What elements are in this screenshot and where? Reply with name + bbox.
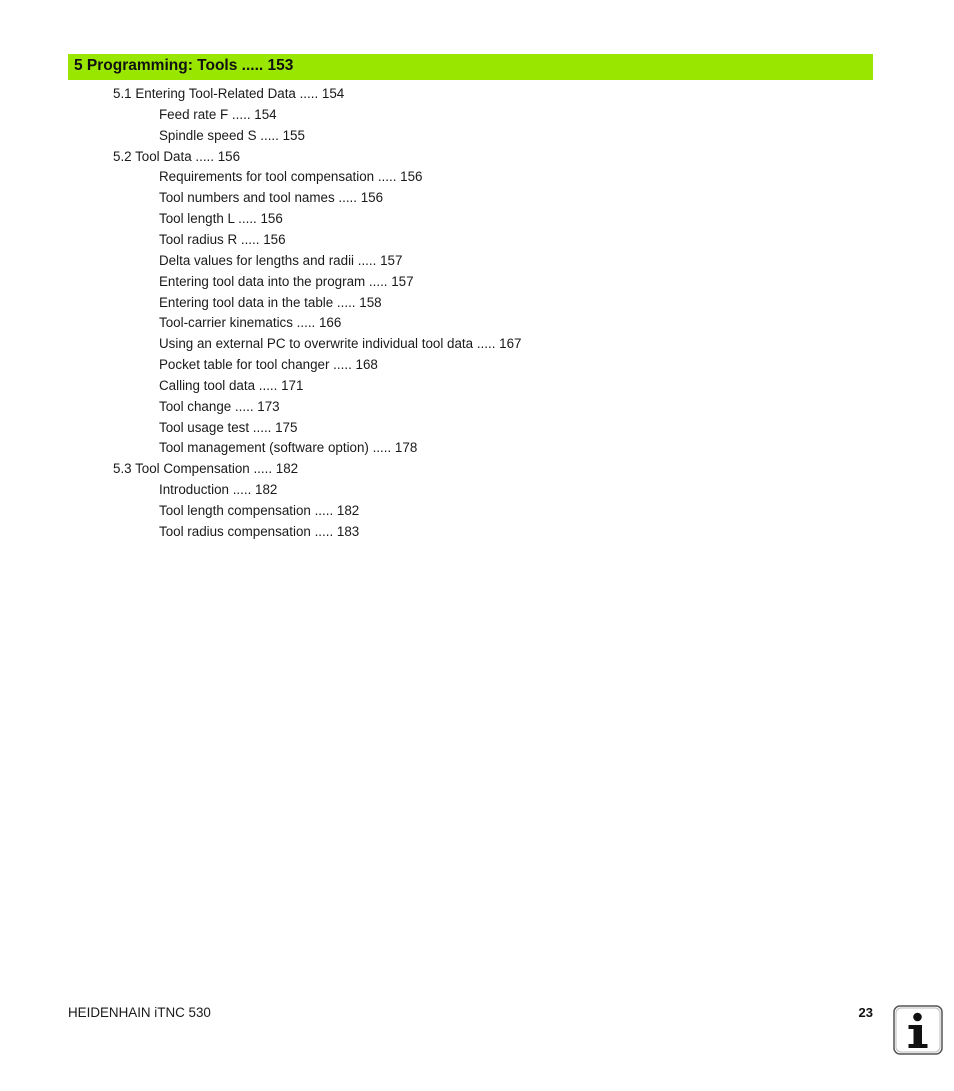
toc-subsection-link[interactable]: Tool change ..... 173 xyxy=(159,399,280,414)
footer-document-title: HEIDENHAIN iTNC 530 xyxy=(68,1005,211,1020)
toc-subsection-link[interactable]: Using an external PC to overwrite individual tool data ..... 167 xyxy=(159,336,522,351)
chapter-heading-bar xyxy=(68,54,873,80)
toc-subsection-link[interactable]: Entering tool data into the program ..... 157 xyxy=(159,274,414,289)
toc-subsection-link[interactable]: Tool length compensation ..... 182 xyxy=(159,503,360,518)
toc-subsection-link[interactable]: Tool-carrier kinematics ..... 166 xyxy=(159,315,342,330)
toc-subsection-link[interactable]: Tool radius R ..... 156 xyxy=(159,232,286,247)
toc-subsection-link[interactable]: Introduction ..... 182 xyxy=(159,482,278,497)
toc-subsection-link[interactable]: Entering tool data in the table ..... 158 xyxy=(159,295,382,310)
toc-section-link[interactable]: 5.2 Tool Data ..... 156 xyxy=(113,149,241,164)
toc-subsection-link[interactable]: Pocket table for tool changer ..... 168 xyxy=(159,357,378,372)
toc-subsection-link[interactable]: Tool usage test ..... 175 xyxy=(159,420,298,435)
toc-subsection-link[interactable]: Delta values for lengths and radii ..... 157 xyxy=(159,253,403,268)
toc-subsection-link[interactable]: Feed rate F ..... 154 xyxy=(159,107,277,122)
toc-subsection-link[interactable]: Requirements for tool compensation ..... 156 xyxy=(159,169,423,184)
info-icon xyxy=(893,1005,943,1055)
toc-subsection-link[interactable]: Tool length L ..... 156 xyxy=(159,211,283,226)
toc-subsection-link[interactable]: Spindle speed S ..... 155 xyxy=(159,128,305,143)
toc-subsection-link[interactable]: Tool numbers and tool names ..... 156 xyxy=(159,190,384,205)
chapter-title[interactable]: 5 Programming: Tools ..... 153 xyxy=(74,57,294,74)
toc-subsection-link[interactable]: Calling tool data ..... 171 xyxy=(159,378,304,393)
toc-section-link[interactable]: 5.3 Tool Compensation ..... 182 xyxy=(113,461,299,476)
toc-subsection-link[interactable]: Tool radius compensation ..... 183 xyxy=(159,524,360,539)
page-number: 23 xyxy=(858,1005,873,1020)
toc-section-link[interactable]: 5.1 Entering Tool-Related Data ..... 154 xyxy=(113,86,345,101)
toc-subsection-link[interactable]: Tool management (software option) ..... 178 xyxy=(159,440,418,455)
